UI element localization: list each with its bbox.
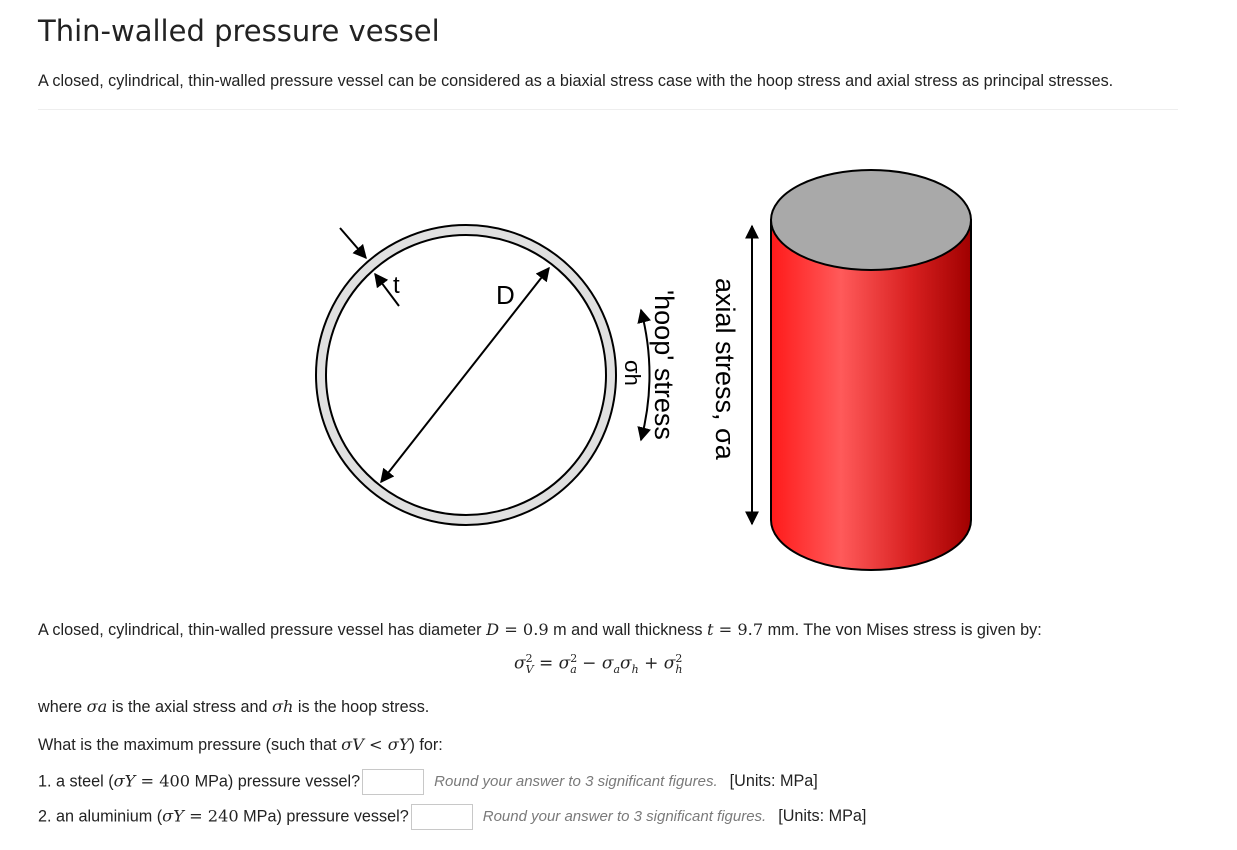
aluminium-units: [Units: MPa] — [778, 807, 867, 826]
question-aluminium: 2. an aluminium (σY = 240 MPa) pressure vessel? Round your answer to 3 significant figures. [Units: MPa] — [38, 804, 866, 830]
label-D: D — [496, 280, 515, 310]
steel-answer-input[interactable] — [362, 769, 424, 795]
label-axial-stress: axial stress, σa — [710, 278, 740, 460]
where-text: where σa is the axial stress and σh is the hoop stress. — [38, 697, 430, 716]
thickness-arrow-outer — [340, 228, 366, 258]
intro-text: A closed, cylindrical, thin-walled pressure vessel can be considered as a biaxial stress case with the hoop stress and axial stress as principal stresses. — [38, 72, 1114, 90]
aluminium-hint: Round your answer to 3 significant figures. — [482, 808, 767, 826]
divider — [38, 109, 1178, 110]
cylinder — [771, 170, 971, 570]
von-mises-equation: $\sigma^2_V = \sigma^2_a - \sigma_a\sigma_h + \sigma^2_h$ — [514, 652, 683, 677]
label-t: t — [393, 272, 400, 299]
steel-hint: Round your answer to 3 significant figures. — [434, 773, 718, 791]
pressure-vessel-diagram — [273, 160, 993, 580]
steel-units: [Units: MPa] — [729, 772, 818, 791]
problem-statement: A closed, cylindrical, thin-walled pressure vessel has diameter D = 0.9 m and wall thickness t = 9.7 mm. The von Mises stress is given by: — [38, 620, 1042, 639]
label-sigma-h: σh — [620, 360, 645, 386]
pressure-vessel-figure — [273, 160, 993, 585]
page-title: Thin-walled pressure vessel — [38, 14, 440, 48]
label-hoop-stress: 'hoop' stress — [649, 290, 679, 440]
question-steel: 1. a steel (σY = 400 MPa) pressure vessel? Round your answer to 3 significant figures. [Units: MPa] — [38, 769, 818, 795]
aluminium-answer-input[interactable] — [411, 804, 473, 830]
question-text: What is the maximum pressure (such that σV < σY) for: — [38, 735, 443, 754]
